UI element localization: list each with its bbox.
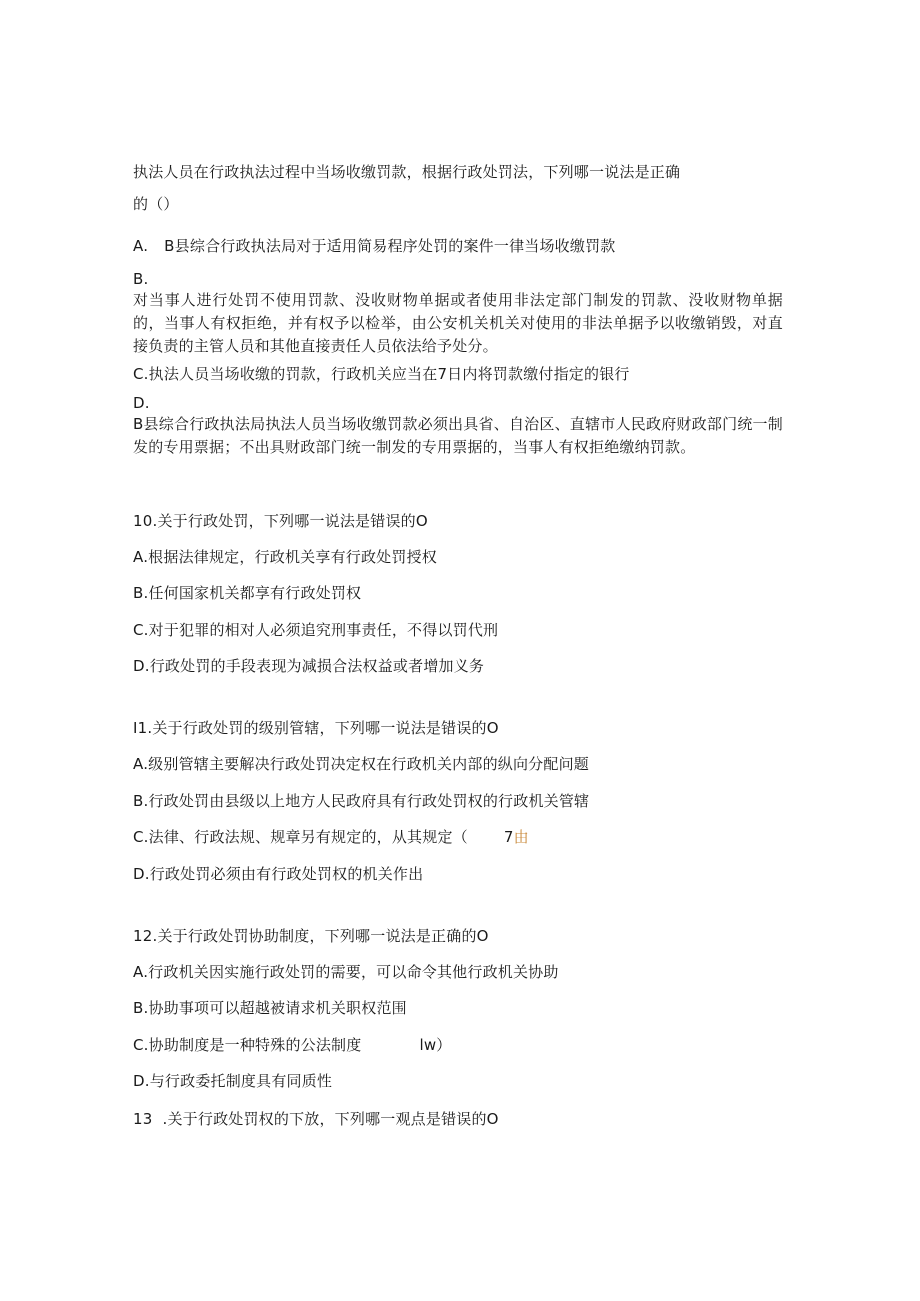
q12-stem: 12.关于行政处罚协助制度，下列哪一说法是正确的O xyxy=(133,927,489,945)
q10-option-d: D.行政处罚的手段表现为减损合法权益或者增加义务 xyxy=(133,657,485,675)
q10-stem: 10.关于行政处罚，下列哪一说法是错误的O xyxy=(133,512,428,530)
q11-option-d: D.行政处罚必须由有行政处罚权的机关作出 xyxy=(133,865,424,883)
q11-option-c-mark2: 由 xyxy=(513,828,529,846)
q10-option-b: B.任何国家机关都享有行政处罚权 xyxy=(133,584,362,602)
q12-option-c xyxy=(133,1036,452,1054)
q9-option-c: C.执法人员当场收缴的罚款，行政机关应当在7日内将罚款缴付指定的银行 xyxy=(133,365,630,383)
q10-option-a: A.根据法律规定，行政机关享有行政处罚授权 xyxy=(133,548,437,566)
q11-option-b: B.行政处罚由县级以上地方人民政府具有行政处罚权的行政机关管辖 xyxy=(133,792,590,810)
q9-option-b-label: B. xyxy=(133,270,149,288)
q13-stem-line xyxy=(133,1110,499,1128)
q11-option-c-mark1: 7 xyxy=(503,828,514,846)
q9-option-a-text: B县综合行政执法局对于适用简易程序处罚的案件一律当场收缴罚款 xyxy=(164,237,616,255)
q11-option-c xyxy=(133,828,529,846)
q12-option-a: A.行政机关因实施行政处罚的需要，可以命令其他行政机关协助 xyxy=(133,963,559,981)
q9-option-d-text: B县综合行政执法局执法人员当场收缴罚款必须出具省、自治区、直辖市人民政府财政部门统一制发的专用票据；不出具财政部门统一制发的专用票据的，当事人有权拒绝缴纳罚款。 xyxy=(133,415,783,456)
q12-option-c-text: C.协助制度是一种特殊的公法制度 xyxy=(133,1036,362,1054)
q9-option-d-label: D. xyxy=(133,394,150,412)
q11-option-c-text: C.法律、行政法规、规章另有规定的，从其规定（ xyxy=(133,828,468,846)
q12-option-d: D.与行政委托制度具有同质性 xyxy=(133,1072,333,1090)
q9-stem-line1: 执法人员在行政执法过程中当场收缴罚款，根据行政处罚法，下列哪一说法是正确 xyxy=(133,163,681,181)
q9-option-b-text: 对当事人进行处罚不使用罚款、没收财物单据或者使用非法定部门制发的罚款、没收财物单据的，当事人有权拒绝，并有权予以检举，由公安机关机关对使用的非法单据予以收缴销毁，对直接负责的主管人员和其他直接责任人员依法给予处分。 xyxy=(133,291,783,355)
q12-option-c-mark: lw） xyxy=(419,1036,452,1054)
q9-stem-line2: 的（） xyxy=(133,195,179,213)
q10-option-c: C.对于犯罪的相对人必须追究刑事责任，不得以罚代刑 xyxy=(133,621,499,639)
q9-option-a-prefix: A. xyxy=(133,237,149,255)
q12-option-b: B.协助事项可以超越被请求机关职权范围 xyxy=(133,999,407,1017)
q11-option-a: A.级别管辖主要解决行政处罚决定权在行政机关内部的纵向分配问题 xyxy=(133,755,589,773)
q13-stem: .关于行政处罚权的下放，下列哪一观点是错误的O xyxy=(162,1110,499,1128)
q9-option-a xyxy=(133,237,615,255)
q13-number: 13 xyxy=(133,1110,153,1128)
q11-stem: I1.关于行政处罚的级别管辖，下列哪一说法是错误的O xyxy=(133,719,499,737)
